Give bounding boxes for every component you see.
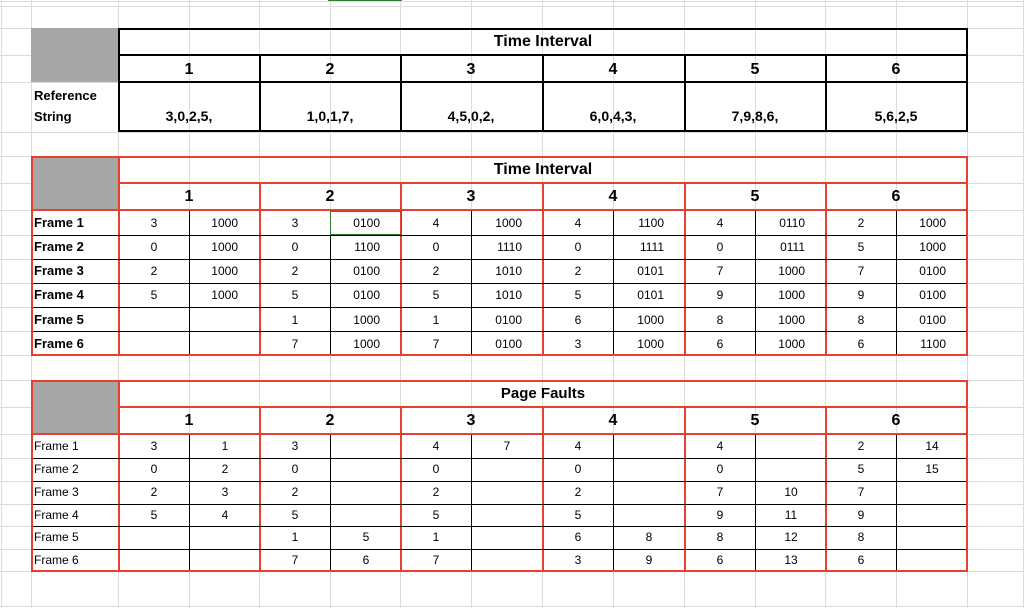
page-number-cell[interactable]: 3 [150,216,158,230]
frame-row-label: Frame 6 [34,553,79,567]
page-number-cell[interactable]: 2 [574,264,582,278]
subcolumn-divider [613,211,614,354]
reference-bits-cell[interactable]: 0100 [919,288,946,302]
page-number-cell[interactable]: 7 [857,264,865,278]
page-number-cell[interactable]: 5 [857,240,865,254]
row-divider [33,549,966,550]
row-divider [33,458,966,459]
reference-bits-cell[interactable]: 1000 [211,240,238,254]
page-number-cell[interactable]: 2 [150,485,158,499]
reference-bits-cell[interactable]: 0100 [495,313,522,327]
page-fault-number-cell[interactable]: 10 [784,485,798,499]
subcolumn-divider [896,435,897,570]
frames-table-title: Time Interval [493,161,593,178]
page-number-cell[interactable]: 2 [432,264,440,278]
reference-bits-cell[interactable]: 1000 [211,264,238,278]
subcolumn-divider [471,211,472,354]
page-number-cell[interactable]: 4 [574,216,582,230]
page-number-cell[interactable]: 7 [432,553,440,567]
reference-bits-cell[interactable]: 0100 [353,216,380,230]
reference-bits-cell[interactable]: 0100 [353,288,380,302]
page-number-cell[interactable]: 5 [432,288,440,302]
page-number-cell[interactable]: 6 [716,337,724,351]
page-number-cell[interactable]: 0 [432,462,440,476]
reference-bits-cell[interactable]: 0100 [919,313,946,327]
page-fault-number-cell[interactable]: 6 [362,553,370,567]
page-number-cell[interactable]: 3 [574,553,582,567]
page-number-cell[interactable]: 8 [857,530,865,544]
column-divider [825,407,827,572]
page-number-cell[interactable]: 2 [291,264,299,278]
subcolumn-divider [755,211,756,354]
page-fault-number-cell[interactable]: 11 [784,508,798,522]
interval-header-3: 3 [466,61,476,78]
subcolumn-divider [613,435,614,570]
reference-string-5[interactable]: 7,9,8,6, [731,108,779,124]
interval-header-6: 6 [891,188,901,205]
frame-row-label: Frame 6 [34,336,84,351]
frame-row-label: Frame 4 [34,287,84,302]
reference-bits-cell[interactable]: 0100 [919,264,946,278]
page-number-cell[interactable]: 3 [291,216,299,230]
page-number-cell[interactable]: 8 [857,313,865,327]
subcolumn-divider [330,435,331,570]
interval-header-2: 2 [325,61,335,78]
row-divider [33,504,966,505]
reference-table-title: Time Interval [493,33,593,50]
page-number-cell[interactable]: 8 [716,530,724,544]
reference-bits-cell[interactable]: 0101 [637,264,664,278]
page-number-cell[interactable]: 0 [432,240,440,254]
frame-row-label: Frame 5 [34,312,84,327]
reference-bits-cell[interactable]: 1010 [495,288,522,302]
page-number-cell[interactable]: 0 [291,240,299,254]
faults-label-divider [118,380,120,572]
frame-row-label: Frame 5 [34,530,79,544]
page-fault-number-cell[interactable]: 14 [925,439,939,453]
page-fault-number-cell[interactable]: 9 [645,553,653,567]
page-number-cell[interactable]: 2 [574,485,582,499]
page-number-cell[interactable]: 5 [432,508,440,522]
page-number-cell[interactable]: 9 [857,508,865,522]
reference-bits-cell[interactable]: 0110 [779,216,805,230]
reference-bits-cell[interactable]: 1111 [639,240,664,254]
page-number-cell[interactable]: 2 [291,485,299,499]
page-number-cell[interactable]: 1 [432,530,440,544]
subcolumn-divider [896,211,897,354]
reference-bits-cell[interactable]: 1000 [637,313,664,327]
reference-bits-cell[interactable]: 0100 [495,337,522,351]
subcolumn-divider [755,435,756,570]
page-number-cell[interactable]: 0 [574,462,582,476]
column-divider [684,407,686,572]
page-number-cell[interactable]: 5 [857,462,865,476]
reference-bits-cell[interactable]: 1000 [919,240,946,254]
row-divider [33,235,966,236]
column-divider [400,55,402,132]
reference-string-1[interactable]: 3,0,2,5, [165,108,213,124]
interval-header-3: 3 [466,412,476,429]
column-divider [542,55,544,132]
page-number-cell[interactable]: 1 [291,530,299,544]
page-number-cell[interactable]: 7 [432,337,440,351]
page-fault-number-cell[interactable]: 1 [221,439,229,453]
reference-bits-cell[interactable]: 1110 [497,240,522,254]
reference-bits-cell[interactable]: 1100 [920,337,946,351]
page-number-cell[interactable]: 9 [857,288,865,302]
frame-row-label: Frame 3 [34,485,79,499]
page-number-cell[interactable]: 5 [574,508,582,522]
page-number-cell[interactable]: 7 [716,264,724,278]
column-divider [259,55,261,132]
interval-header-6: 6 [891,61,901,78]
page-fault-number-cell[interactable]: 4 [221,508,229,522]
page-number-cell[interactable]: 0 [716,462,724,476]
page-fault-number-cell[interactable]: 2 [221,462,229,476]
reference-bits-cell[interactable]: 1000 [919,216,946,230]
column-divider [825,55,827,132]
page-number-cell[interactable]: 6 [716,553,724,567]
interval-header-1: 1 [184,412,194,429]
page-number-cell[interactable]: 6 [574,313,582,327]
sheet-gridline [0,132,1024,133]
frame-row-label: Frame 1 [34,215,84,230]
page-fault-number-cell[interactable]: 15 [925,462,939,476]
page-number-cell[interactable]: 0 [150,462,158,476]
sheet-gridline [1,0,2,608]
page-number-cell[interactable]: 7 [857,485,865,499]
reference-bits-cell[interactable]: 1000 [353,337,380,351]
page-number-cell[interactable]: 9 [716,508,724,522]
reference-string-4[interactable]: 6,0,4,3, [589,108,637,124]
reference-bits-cell[interactable]: 1010 [495,264,522,278]
page-number-cell[interactable]: 5 [291,288,299,302]
page-number-cell[interactable]: 3 [150,439,158,453]
page-number-cell[interactable]: 3 [291,439,299,453]
reference-bits-cell[interactable]: 1000 [495,216,522,230]
reference-bits-cell[interactable]: 0100 [353,264,380,278]
column-divider [400,407,402,572]
page-fault-number-cell[interactable]: 13 [784,553,798,567]
row-divider [33,481,966,482]
page-number-cell[interactable]: 8 [716,313,724,327]
interval-header-4: 4 [608,188,618,205]
page-number-cell[interactable]: 5 [150,288,158,302]
page-number-cell[interactable]: 0 [291,462,299,476]
page-fault-number-cell[interactable]: 3 [221,485,229,499]
reference-row-label-line2: String [34,109,72,124]
reference-bits-cell[interactable]: 1000 [211,216,238,230]
frames-body-divider [31,209,968,211]
frame-row-label: Frame 2 [34,239,84,254]
page-fault-number-cell[interactable]: 8 [645,530,653,544]
interval-header-4: 4 [608,61,618,78]
interval-header-3: 3 [466,188,476,205]
sheet-gridline [0,6,1024,7]
page-number-cell[interactable]: 0 [150,240,158,254]
page-number-cell[interactable]: 4 [432,439,440,453]
page-number-cell[interactable]: 4 [716,216,724,230]
frame-row-label: Frame 2 [34,462,79,476]
interval-header-2: 2 [325,412,335,429]
subcolumn-divider [189,435,190,570]
frame-row-label: Frame 1 [34,439,79,453]
sheet-gridline [0,606,1024,607]
page-number-cell[interactable]: 3 [574,337,582,351]
interval-header-5: 5 [750,412,760,429]
column-divider [542,407,544,572]
frames-label-divider [118,156,120,356]
row-divider [33,307,966,308]
reference-bits-cell[interactable]: 1000 [353,313,380,327]
reference-bits-cell[interactable]: 1100 [354,240,380,254]
row-divider [33,331,966,332]
page-number-cell[interactable]: 4 [574,439,582,453]
page-number-cell[interactable]: 7 [291,553,299,567]
frame-row-label: Frame 4 [34,508,79,522]
page-number-cell[interactable]: 5 [150,508,158,522]
reference-bits-cell[interactable]: 1000 [211,288,238,302]
page-number-cell[interactable]: 6 [857,553,865,567]
page-number-cell[interactable]: 0 [574,240,582,254]
faults-table-frame [31,380,968,572]
page-number-cell[interactable]: 6 [574,530,582,544]
page-fault-number-cell[interactable]: 12 [784,530,798,544]
reference-bits-cell[interactable]: 1000 [778,264,805,278]
page-number-cell[interactable]: 5 [291,508,299,522]
faults-table-title: Page Faults [500,385,586,402]
page-number-cell[interactable]: 5 [574,288,582,302]
page-number-cell[interactable]: 2 [150,264,158,278]
reference-corner-cell[interactable] [31,28,118,82]
sheet-gridline [0,1,1024,2]
page-number-cell[interactable]: 2 [432,485,440,499]
reference-bits-cell[interactable]: 1000 [778,313,805,327]
column-divider [684,55,686,132]
reference-string-2[interactable]: 1,0,1,7, [306,108,354,124]
row-divider [33,526,966,527]
page-number-cell[interactable]: 2 [857,439,865,453]
interval-header-1: 1 [184,188,194,205]
page-fault-number-cell[interactable]: 5 [362,530,370,544]
reference-bits-cell[interactable]: 1000 [778,337,805,351]
reference-bits-cell[interactable]: 1100 [638,216,664,230]
row-divider [33,283,966,284]
page-number-cell[interactable]: 4 [716,439,724,453]
page-number-cell[interactable]: 1 [291,313,299,327]
page-number-cell[interactable]: 4 [432,216,440,230]
reference-bits-cell[interactable]: 0111 [780,240,805,254]
page-number-cell[interactable]: 7 [716,485,724,499]
page-number-cell[interactable]: 2 [857,216,865,230]
interval-header-2: 2 [325,188,335,205]
page-number-cell[interactable]: 7 [291,337,299,351]
row-divider [33,259,966,260]
reference-row-label-line1: Reference [34,88,97,103]
page-number-cell[interactable]: 6 [857,337,865,351]
interval-header-1: 1 [184,61,194,78]
column-divider [259,407,261,572]
page-fault-number-cell[interactable]: 7 [503,439,511,453]
column-selection-marker [328,0,402,1]
page-number-cell[interactable]: 1 [432,313,440,327]
reference-bits-cell[interactable]: 1000 [637,337,664,351]
interval-header-6: 6 [891,412,901,429]
interval-header-5: 5 [750,61,760,78]
page-number-cell[interactable]: 0 [716,240,724,254]
frame-row-label: Frame 3 [34,263,84,278]
subcolumn-divider [189,211,190,354]
subcolumn-divider [471,435,472,570]
reference-string-3[interactable]: 4,5,0,2, [447,108,495,124]
interval-header-5: 5 [750,188,760,205]
reference-string-6[interactable]: 5,6,2,5 [874,108,918,124]
faults-body-divider [31,433,968,435]
reference-bits-cell[interactable]: 1000 [778,288,805,302]
reference-bits-cell[interactable]: 0101 [637,288,664,302]
interval-header-4: 4 [608,412,618,429]
page-number-cell[interactable]: 9 [716,288,724,302]
